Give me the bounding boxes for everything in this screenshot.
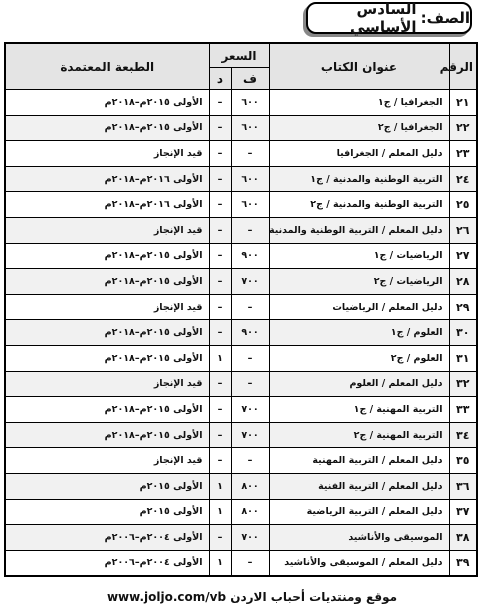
row-title: دليل المعلم / التربية المهنية [269, 448, 449, 474]
row-price-dinar: – [209, 371, 231, 397]
row-edition: الأولى ٢٠١٥م [5, 473, 209, 499]
row-price-fils: – [231, 345, 269, 371]
row-number: ٢٩ [449, 294, 477, 320]
table-row [5, 473, 477, 499]
table-row [5, 345, 477, 371]
row-edition: الأولى ٢٠١٥م–٢٠١٨م [5, 115, 209, 141]
row-edition: الأولى ٢٠١٦م–٢٠١٨م [5, 166, 209, 192]
row-number: ٣٨ [449, 525, 477, 551]
table-row [5, 525, 477, 551]
footer-text: موقع ومنتديات أحباب الاردن [230, 590, 398, 604]
row-price-fils: – [231, 550, 269, 576]
header-price-fils: ف [231, 68, 269, 90]
row-price-fils: – [231, 448, 269, 474]
row-price-dinar: – [209, 141, 231, 167]
row-edition: الأولى ٢٠١٥م–٢٠١٨م [5, 90, 209, 116]
row-number: ٢٥ [449, 192, 477, 218]
row-title: التربية الوطنية والمدنية / ج١ [269, 166, 449, 192]
footer-url[interactable]: www.joljo.com/vb [106, 590, 227, 604]
table-row [5, 371, 477, 397]
row-price-fils: ٩٠٠ [231, 243, 269, 269]
row-edition: الأولى ٢٠١٥م [5, 499, 209, 525]
row-number: ٣٠ [449, 320, 477, 346]
row-price-fils: – [231, 294, 269, 320]
row-number: ٣١ [449, 345, 477, 371]
row-number: ٣٤ [449, 422, 477, 448]
row-price-dinar: – [209, 217, 231, 243]
row-price-dinar: ١ [209, 550, 231, 576]
row-price-fils: ٨٠٠ [231, 499, 269, 525]
row-price-fils: ٦٠٠ [231, 192, 269, 218]
row-edition: قيد الإنجاز [5, 448, 209, 474]
row-number: ٣٧ [449, 499, 477, 525]
row-title: دليل المعلم / الرياضيات [269, 294, 449, 320]
row-title: دليل المعلم / التربية الرياضية [269, 499, 449, 525]
table-row [5, 294, 477, 320]
header-price: السعر [209, 43, 269, 68]
row-title: التربية الوطنية والمدنية / ج٢ [269, 192, 449, 218]
row-title: العلوم / ج١ [269, 320, 449, 346]
row-number: ٣٦ [449, 473, 477, 499]
row-edition: الأولى ٢٠١٥م–٢٠١٨م [5, 320, 209, 346]
header-title: عنوان الكتاب [269, 43, 449, 90]
row-title: دليل المعلم / الموسيقى والأناشيد [269, 550, 449, 576]
row-number: ٢٧ [449, 243, 477, 269]
header-price-dinar: د [209, 68, 231, 90]
row-edition: الأولى ٢٠٠٤م–٢٠٠٦م [5, 550, 209, 576]
row-title: الجغرافيا / ج٢ [269, 115, 449, 141]
table-row [5, 422, 477, 448]
books-table [4, 42, 478, 577]
row-price-fils: – [231, 371, 269, 397]
table-row [5, 90, 477, 116]
header-edition: الطبعة المعتمدة [5, 43, 209, 90]
row-number: ٢٢ [449, 115, 477, 141]
row-edition: الأولى ٢٠١٥م–٢٠١٨م [5, 345, 209, 371]
row-price-dinar: ١ [209, 473, 231, 499]
row-price-dinar: – [209, 294, 231, 320]
row-price-dinar: – [209, 90, 231, 116]
table-row [5, 550, 477, 576]
row-edition: الأولى ٢٠١٥م–٢٠١٨م [5, 269, 209, 295]
row-price-fils: ٧٠٠ [231, 422, 269, 448]
row-title: دليل المعلم / التربية الفنية [269, 473, 449, 499]
row-number: ٢٤ [449, 166, 477, 192]
grade-label-box [306, 2, 472, 34]
row-price-dinar: – [209, 166, 231, 192]
table-row [5, 243, 477, 269]
row-number: ٣٥ [449, 448, 477, 474]
row-price-dinar: – [209, 422, 231, 448]
row-price-fils: ٧٠٠ [231, 397, 269, 423]
row-number: ٣٩ [449, 550, 477, 576]
row-price-fils: ٧٠٠ [231, 269, 269, 295]
row-price-fils: ٧٠٠ [231, 525, 269, 551]
row-edition: الأولى ٢٠١٥م–٢٠١٨م [5, 243, 209, 269]
row-edition: قيد الإنجاز [5, 141, 209, 167]
row-title: الرياضيات / ج١ [269, 243, 449, 269]
row-title: الموسيقى والأناشيد [269, 525, 449, 551]
row-price-dinar: – [209, 397, 231, 423]
row-title: التربية المهنية / ج٢ [269, 422, 449, 448]
row-price-fils: – [231, 141, 269, 167]
table-body [5, 90, 477, 577]
footer [0, 590, 504, 604]
table-row [5, 141, 477, 167]
row-number: ٢١ [449, 90, 477, 116]
row-title: الجغرافيا / ج١ [269, 90, 449, 116]
row-number: ٣٢ [449, 371, 477, 397]
row-number: ٣٣ [449, 397, 477, 423]
row-price-fils: ٦٠٠ [231, 166, 269, 192]
table-row [5, 499, 477, 525]
row-title: التربية المهنية / ج١ [269, 397, 449, 423]
row-edition: قيد الإنجاز [5, 294, 209, 320]
row-number: ٢٣ [449, 141, 477, 167]
row-price-dinar: ١ [209, 345, 231, 371]
row-title: الرياضيات / ج٢ [269, 269, 449, 295]
row-price-dinar: – [209, 320, 231, 346]
row-price-fils: ٦٠٠ [231, 115, 269, 141]
row-title: دليل المعلم / العلوم [269, 371, 449, 397]
row-title: دليل المعلم / التربية الوطنية والمدنية [269, 217, 449, 243]
header-number: الرقم [449, 43, 477, 90]
row-price-fils: ٩٠٠ [231, 320, 269, 346]
row-price-dinar: – [209, 525, 231, 551]
row-title: دليل المعلم / الجغرافيا [269, 141, 449, 167]
row-price-dinar: ١ [209, 499, 231, 525]
table-header-row [5, 43, 477, 68]
table-row [5, 448, 477, 474]
row-edition: قيد الإنجاز [5, 371, 209, 397]
row-price-fils: – [231, 217, 269, 243]
table-row [5, 397, 477, 423]
table-row [5, 320, 477, 346]
grade-label: الصف: [420, 9, 470, 27]
table-row [5, 269, 477, 295]
row-price-dinar: – [209, 115, 231, 141]
row-price-dinar: – [209, 243, 231, 269]
grade-value: السادس الأساسي [349, 0, 417, 36]
row-number: ٢٦ [449, 217, 477, 243]
table-row [5, 217, 477, 243]
row-title: العلوم / ج٢ [269, 345, 449, 371]
row-edition: الأولى ٢٠١٥م–٢٠١٨م [5, 397, 209, 423]
table-row [5, 166, 477, 192]
row-price-fils: ٨٠٠ [231, 473, 269, 499]
row-edition: الأولى ٢٠٠٤م–٢٠٠٦م [5, 525, 209, 551]
row-edition: الأولى ٢٠١٥م–٢٠١٨م [5, 422, 209, 448]
row-price-dinar: – [209, 192, 231, 218]
row-edition: قيد الإنجاز [5, 217, 209, 243]
table-row [5, 192, 477, 218]
row-price-dinar: – [209, 448, 231, 474]
row-edition: الأولى ٢٠١٦م–٢٠١٨م [5, 192, 209, 218]
row-number: ٢٨ [449, 269, 477, 295]
row-price-fils: ٦٠٠ [231, 90, 269, 116]
row-price-dinar: – [209, 269, 231, 295]
table-row [5, 115, 477, 141]
